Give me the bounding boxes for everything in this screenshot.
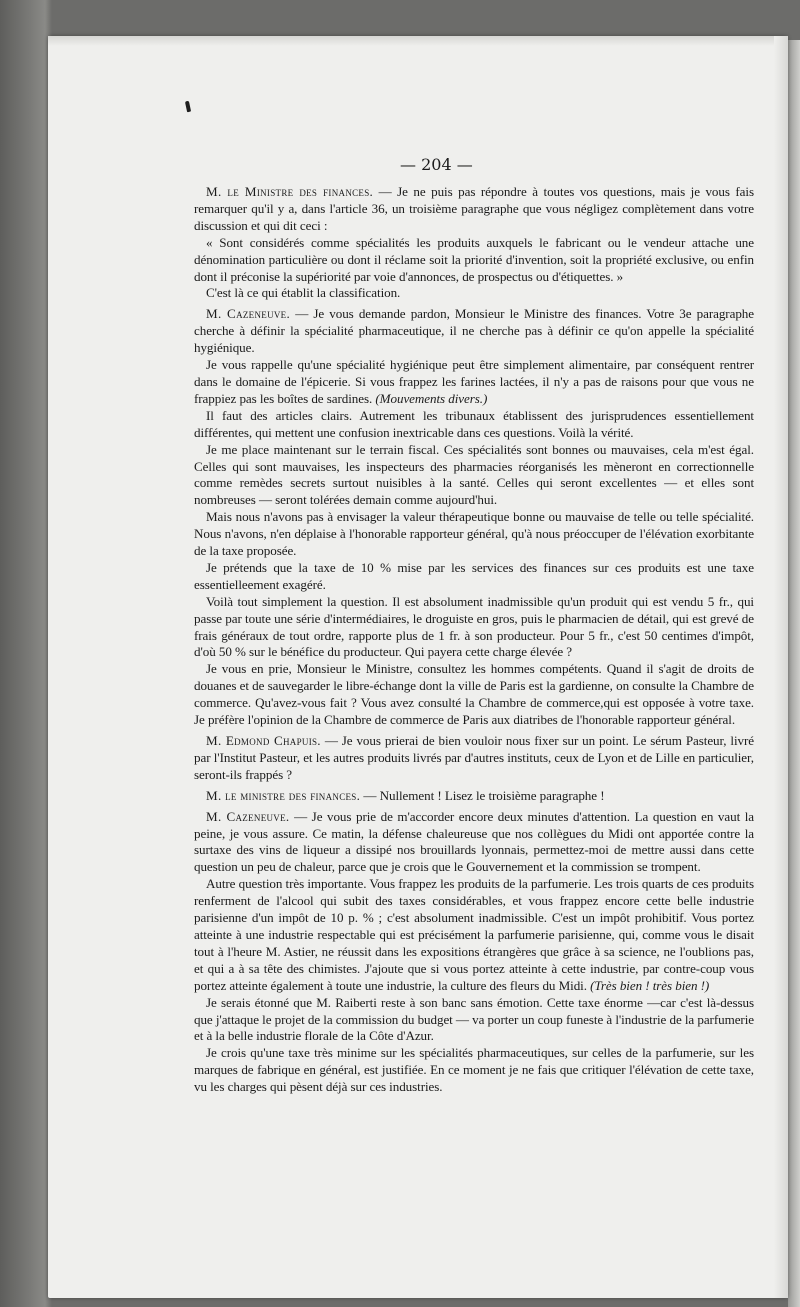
paragraph-text: « Sont considérés comme spécialités les produits auxquels le fabricant ou le vendeur attache une dénomination particulière ou dont il réclame soit la priorité d'invention, soit la propriété exclusive, ou enfin dont il préconise la supériorité par voie d'annonces, de prospectus ou d'étiquettes. » — [194, 234, 754, 284]
page-number: — 204 — — [400, 155, 473, 174]
paragraph-text: Je me place maintenant sur le terrain fiscal. Ces spécialités sont bonnes ou mauvaises, cela m'est égal. Celles qui sont mauvaises, les inspecteurs des pharmacies réorganisés les mèneront en correctionnelle comme remèdes secrets surtout nuisibles à la santé. Celles qui seront excellentes — et elles sont nombreuses — seront tolérées demain comme aujourd'hui. — [194, 441, 754, 508]
paragraph — [194, 1045, 754, 1096]
speaker-name: M. Cazeneuve. — [206, 306, 291, 322]
paragraph — [194, 509, 754, 560]
paragraph-text: — Je vous demande pardon, Monsieur le Ministre des finances. Votre 3e paragraphe cherche à définir la spécialité pharmaceutique, il ne cherche pas à définir ce qu'on appelle la spécialité hygiénique. — [194, 306, 754, 356]
interjection: (Mouvements divers.) — [375, 390, 488, 406]
paragraph — [194, 788, 754, 805]
paragraph-text: — Nullement ! Lisez le troisième paragraphe ! — [363, 787, 605, 803]
paragraph-text: — Je vous prierai de bien vouloir nous fixer sur un point. Le sérum Pasteur, livré par l'Institut Pasteur, et les autres produits livrés par d'autres instituts, ceux de Lyon et de Lille en particulier, seront-ils frappés ? — [194, 733, 755, 782]
speaker-name: M. Edmond Chapuis. — [206, 733, 321, 748]
paragraph — [194, 661, 754, 729]
paragraph — [194, 285, 754, 302]
paragraph — [194, 995, 754, 1046]
paragraph-text: C'est là ce qui établit la classification. — [206, 285, 401, 301]
paragraph-text: — Je ne puis pas répondre à toutes vos questions, mais je vous fais remarquer qu'il y a, dans l'article 36, un troisième paragraphe que vous négligez complètement dans votre discussion et qui dit ceci : — [194, 184, 754, 233]
interjection: (Très bien ! très bien !) — [590, 977, 710, 993]
paragraph-text: Je prétends que la taxe de 10 % mise par les services des finances sur ces produits est une taxe essentielleement exagéré. — [194, 559, 754, 592]
document-body — [194, 184, 754, 1096]
paragraph — [194, 184, 754, 235]
speaker-name: M. le Ministre des finances. — [206, 184, 374, 199]
paragraph-text: Voilà tout simplement la question. Il est absolument inadmissible qu'un produit qui est vendu 5 fr., qui passe par toute une série d'intermédiaires, le droguiste en gros, puis le pharmacien de détail, qui est grevé de frais généraux de tout ordre, rapporte plus de 1 fr. à son producteur. Pour 5 fr., c'est 50 centimes d'impôt, d'où 50 % sur le bénéfice du producteur. Qui payera cette charge élevée ? — [194, 593, 754, 660]
paragraph — [194, 306, 754, 357]
paragraph — [194, 733, 754, 784]
speaker-name: M. le ministre des finances. — [206, 787, 361, 803]
paragraph-text: Je serais étonné que M. Raiberti reste à son banc sans émotion. Cette taxe énorme —car c'est là-dessus que j'attaque le projet de la commission du budget — va porter un coup funeste à l'industrie de la parfumerie et à la belle industrie florale de la Côte d'Azur. — [194, 994, 754, 1044]
page-edge — [788, 40, 800, 1307]
speaker-name: M. Cazeneuve. — [206, 808, 290, 824]
paragraph — [194, 594, 754, 662]
paragraph — [194, 809, 754, 877]
paragraph-text: Je vous en prie, Monsieur le Ministre, consultez les hommes compétents. Quand il s'agit de droits de douanes et de sauvegarder le libre-échange dont la ville de Paris est la gardienne, on consulte la Chambre de commerce. Qu'avez-vous fait ? Vous avez consulté la Chambre de commerce,qui est opposée à votre taxe. Je préfère l'opinion de la Chambre de commerce de Paris aux diatribes de l'honorable rapporteur général. — [194, 661, 754, 728]
paragraph — [194, 560, 754, 594]
paragraph — [194, 357, 754, 408]
paragraph — [194, 876, 754, 994]
paragraph-text: — Je vous prie de m'accorder encore deux minutes d'attention. La question en vaut la peine, je vous assure. Ce matin, la défense chaleureuse que nos collègues du Midi ont apportée contre la surtaxe des vins de liqueur a dissipé nos brouillards lyonnais, permettez-moi de mettre aussi dans cette question un peu de chaleur, parce que je crois que le Gouvernement et la commission se trompent. — [194, 808, 755, 875]
paragraph-text: Il faut des articles clairs. Autrement les tribunaux établissent des jurisprudences essentiellement différentes, qui mettent une confusion inextricable dans ces questions. Voilà la vérité. — [194, 407, 754, 440]
paragraph — [194, 408, 754, 442]
paragraph-text: Mais nous n'avons pas à envisager la valeur thérapeutique bonne ou mauvaise de telle ou telle spécialité. Nous n'avons, n'en déplaise à l'honorable rapporteur général, qu'à nous préoccuper de l'élévation exorbitante de la taxe proposée. — [194, 509, 754, 559]
paragraph — [194, 235, 754, 286]
paragraph — [194, 442, 754, 510]
paragraph-text: Autre question très importante. Vous frappez les produits de la parfumerie. Les trois quarts de ces produits renferment de l'alcool qui subit des taxes considérables, et vous frappez encore cette belle industrie parisienne d'un impôt de 10 p. % ; c'est absolument inadmissible. C'est un impôt prohibitif. Vous portez atteinte à une industrie respectable qui est précisément la parfumerie parisienne, qui, comme vous le disait tout à l'heure M. Astier, ne réussit dans les expositions étrangères que grâce à sa science, ne l'oublions pas, et qui a à sa tête des chimistes. J'ajoute que si vous portez atteinte à cette industrie, par contre-coup vous portez atteinte également à toute une industrie, la culture des fleurs du Midi. — [194, 876, 754, 993]
paragraph-text: Je vous rappelle qu'une spécialité hygiénique peut être simplement alimentaire, par conséquent rentrer dans le domaine de l'épicerie. Si vous frappez les farines lactées, il n'y a pas de raisons pour que vous ne frappiez pas les boîtes de sardines. — [194, 357, 754, 406]
paragraph-text: Je crois qu'une taxe très minime sur les spécialités pharmaceutiques, sur celles de la parfumerie, sur les marques de fabrique en général, est justifiée. En ce moment je ne fais que critiquer l'élévation de cette taxe, vu les charges qui pèsent déjà sur ces industries. — [194, 1045, 754, 1095]
